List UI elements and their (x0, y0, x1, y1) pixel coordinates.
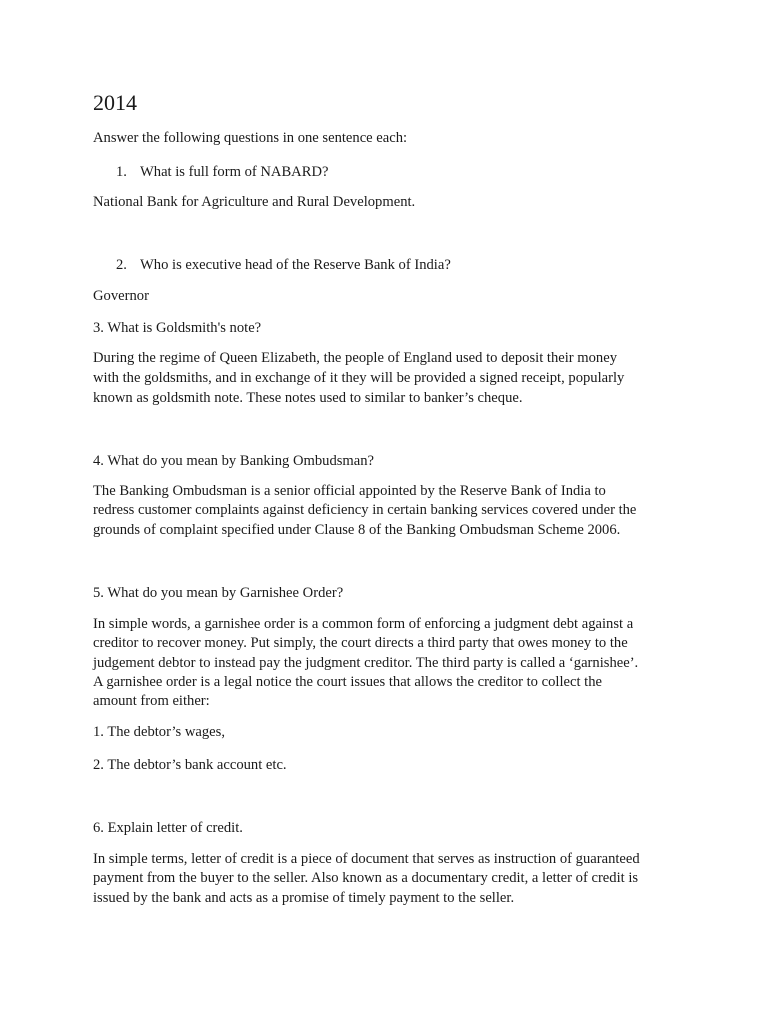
answer-4-line: The Banking Ombudsman is a senior official appointed by the Reserve Bank of India to (93, 483, 606, 499)
answer-5-line: amount from either: (93, 693, 210, 709)
question-3: 3. What is Goldsmith's note? (93, 320, 262, 336)
answer-6-line: payment from the buyer to the seller. Also known as a documentary credit, a letter of credit is (93, 870, 639, 886)
answer-6-line: In simple terms, letter of credit is a piece of document that serves as instruction of guaranteed (93, 851, 640, 867)
answer-4-line: grounds of complaint specified under Clause 8 of the Banking Ombudsman Scheme 2006. (93, 522, 621, 538)
question-2-text: Who is executive head of the Reserve Bank of India? (140, 257, 451, 273)
answer-6-line: issued by the bank and acts as a promise of timely payment to the seller. (93, 890, 515, 906)
answer-3-line: During the regime of Queen Elizabeth, the people of England used to deposit their money (93, 350, 618, 366)
question-5: 5. What do you mean by Garnishee Order? (93, 585, 344, 601)
answer-5-line: judgement debtor to instead pay the judgment creditor. The third party is called a ‘garnishee’. (93, 655, 639, 671)
answer-5-line: A garnishee order is a legal notice the court issues that allows the creditor to collect the (93, 674, 602, 690)
question-6: 6. Explain letter of credit. (93, 820, 243, 836)
answer-5-line: In simple words, a garnishee order is a common form of enforcing a judgment debt against a (93, 616, 634, 632)
answer-1: National Bank for Agriculture and Rural Development. (93, 194, 416, 210)
question-1-text: What is full form of NABARD? (140, 164, 329, 180)
question-2-number: 2. (116, 257, 127, 273)
question-1-number: 1. (116, 164, 127, 180)
question-4: 4. What do you mean by Banking Ombudsman? (93, 453, 375, 469)
instruction-text: Answer the following questions in one sentence each: (93, 130, 408, 146)
document-year: 2014 (93, 90, 137, 115)
answer-2: Governor (93, 288, 149, 304)
answer-4-line: redress customer complaints against deficiency in certain banking services covered under the (93, 502, 637, 518)
answer-5-item-2: 2. The debtor’s bank account etc. (93, 757, 287, 773)
answer-5-item-1: 1. The debtor’s wages, (93, 724, 225, 740)
answer-5-line: creditor to recover money. Put simply, the court directs a third party that owes money to the (93, 635, 628, 651)
question-2 (116, 255, 451, 275)
question-1 (116, 162, 328, 182)
answer-3-line: with the goldsmiths, and in exchange of it they will be provided a signed receipt, popularly (93, 370, 625, 386)
answer-3-line: known as goldsmith note. These notes used to similar to banker’s cheque. (93, 390, 523, 406)
